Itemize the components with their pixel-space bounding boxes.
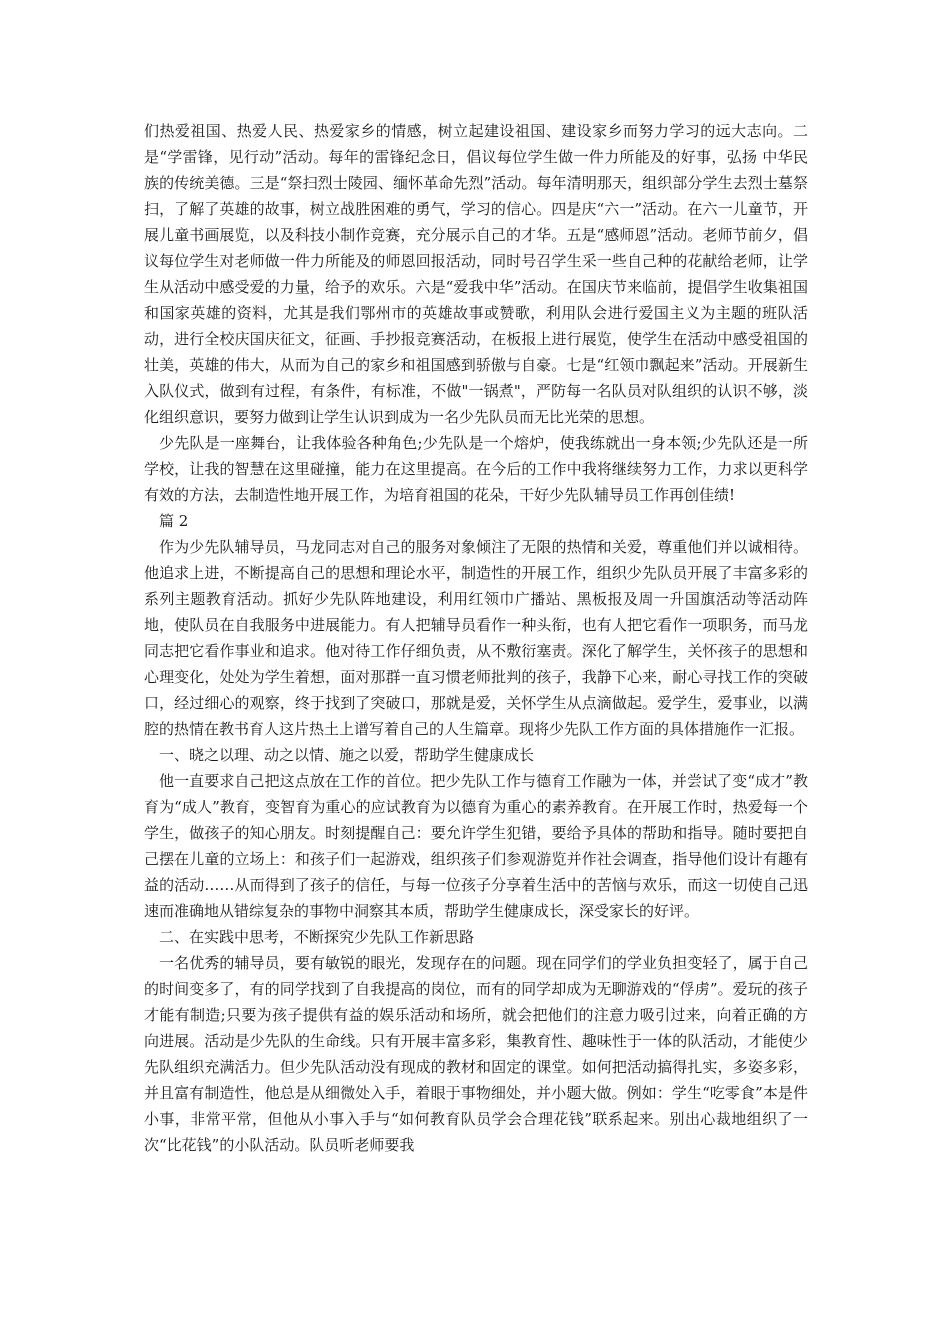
document-page (144, 118, 808, 1158)
subheading-2: 二、在实践中思考，不断探究少先队工作新思路 (159, 928, 475, 946)
paragraph-section-1: 他一直要求自己把这点放在工作的首位。把少先队工作与德育工作融为一体，并尝试了变“成才”教育为“成人”教育，变智育为重心的应试教育为以德育为重心的素养教育。在开展工作时，热爱每一个学生，做孩子的知心朋友。时刻提醒自己：要允许学生犯错，要给予具体的帮助和指导。随时要把自己摆在儿童的立场上：和孩子们一起游戏，组织孩子们参观游览并作社会调查，指导他们设计有趣有益的活动……从而得到了孩子的信任，与每一位孩子分享着生活中的苦恼与欢乐，而这一切使自己迅速而准确地从错综复杂的事物中洞察其本质，帮助学生健康成长，深受家长的好评。 (144, 772, 808, 920)
subheading-1: 一、晓之以理、动之以情、施之以爱，帮助学生健康成长 (159, 746, 535, 764)
paragraph-intro: 作为少先队辅导员，马龙同志对自己的服务对象倾注了无限的热情和关爱，尊重他们并以诚相待。他追求上进，不断提高自己的思想和理论水平，制造性的开展工作，组织少先队员开展了丰富多彩的系列主题教育活动。抓好少先队阵地建设，利用红领巾广播站、黑板报及周一升国旗活动等活动阵地，使队员在自我服务中进展能力。有人把辅导员看作一种头衔，也有人把它看作一项职务，而马龙同志把它看作事业和追求。他对待工作仔细负责，从不敷衍塞责。深化了解学生，关怀孩子的思想和心理变化，处处为学生着想，面对那群一直习惯老师批判的孩子，我静下心来，耐心寻找工作的突破口，经过细心的观察，终于找到了突破口，那就是爱，关怀学生从点滴做起。爱学生，爱事业，以满腔的热情在教书育人这片热土上谱写着自己的人生篇章。现将少先队工作方面的具体措施作一汇报。 (144, 538, 808, 738)
paragraph-summary: 少先队是一座舞台，让我体验各种角色;少先队是一个熔炉，使我练就出一身本领;少先队还是一所学校，让我的智慧在这里碰撞，能力在这里提高。在今后的工作中我将继续努力工作，力求以更科学有效的方法，去制造性地开展工作，为培育祖国的花朵，干好少先队辅导员工作再创佳绩! (144, 434, 808, 504)
paragraph-continuation: 们热爱祖国、热爱人民、热爱家乡的情感，树立起建设祖国、建设家乡而努力学习的远大志向。二是“学雷锋，见行动”活动。每年的雷锋纪念日，倡议每位学生做一件力所能及的好事，弘扬 中华民族的传统美德。三是“祭扫烈士陵园、缅怀革命先烈”活动。每年清明那天，组织部分学生去烈士墓祭扫，了解了英雄的故事，树立战胜困难的勇气，学习的信心。四是庆“六一”活动。在六一儿童节，开展儿童书画展览，以及科技小制作竞赛，充分展示自己的才华。五是“感师恩”活动。老师节前夕，倡议每位学生对老师做一件力所能及的师恩回报活动，同时号召学生采一些自己种的花献给老师，让学生从活动中感受爱的力量，给予的欢乐。六是“爱我中华”活动。在国庆节来临前，提倡学生收集祖国和国家英雄的资料，尤其是我们鄂州市的英雄故事或赞歌，利用队会进行爱国主义为主题的班队活动，进行全校庆国庆征文，征画、手抄报竞赛活动，在板报上进行展览，使学生在活动中感受祖国的壮美，英雄的伟大，从而为自己的家乡和祖国感到骄傲与自豪。七是“红领巾飘起来”活动。开展新生入队仪式，做到有过程，有条件，有标准，不做"一锅煮"，严防每一名队员对队组织的认识不够，淡化组织意识，要努力做到让学生认识到成为一名少先队员而无比光荣的思想。 (144, 122, 808, 426)
section-title-part-2: 篇 2 (159, 512, 189, 530)
paragraph-section-2: 一名优秀的辅导员，要有敏锐的眼光，发现存在的问题。现在同学们的学业负担变轻了，属于自己的时间变多了，有的同学找到了自我提高的岗位，而有的同学却成为无聊游戏的“俘虏”。爱玩的孩子才能有制造;只要为孩子提供有益的娱乐活动和场所，就会把他们的注意力吸引过来，向着正确的方向进展。活动是少先队的生命线。只有开展丰富多彩，集教育性、趣味性于一体的队活动，才能使少先队组织充满活力。但少先队活动没有现成的教材和固定的课堂。如何把活动搞得扎实，多姿多彩，并且富有制造性，他总是从细微处入手，着眼于事物细处，并小题大做。例如：学生“吃零食”本是件小事，非常平常，但他从小事入手与“如何教育队员学会合理花钱”联系起来。别出心裁地组织了一次“比花钱”的小队活动。队员听老师要我 (144, 954, 808, 1154)
